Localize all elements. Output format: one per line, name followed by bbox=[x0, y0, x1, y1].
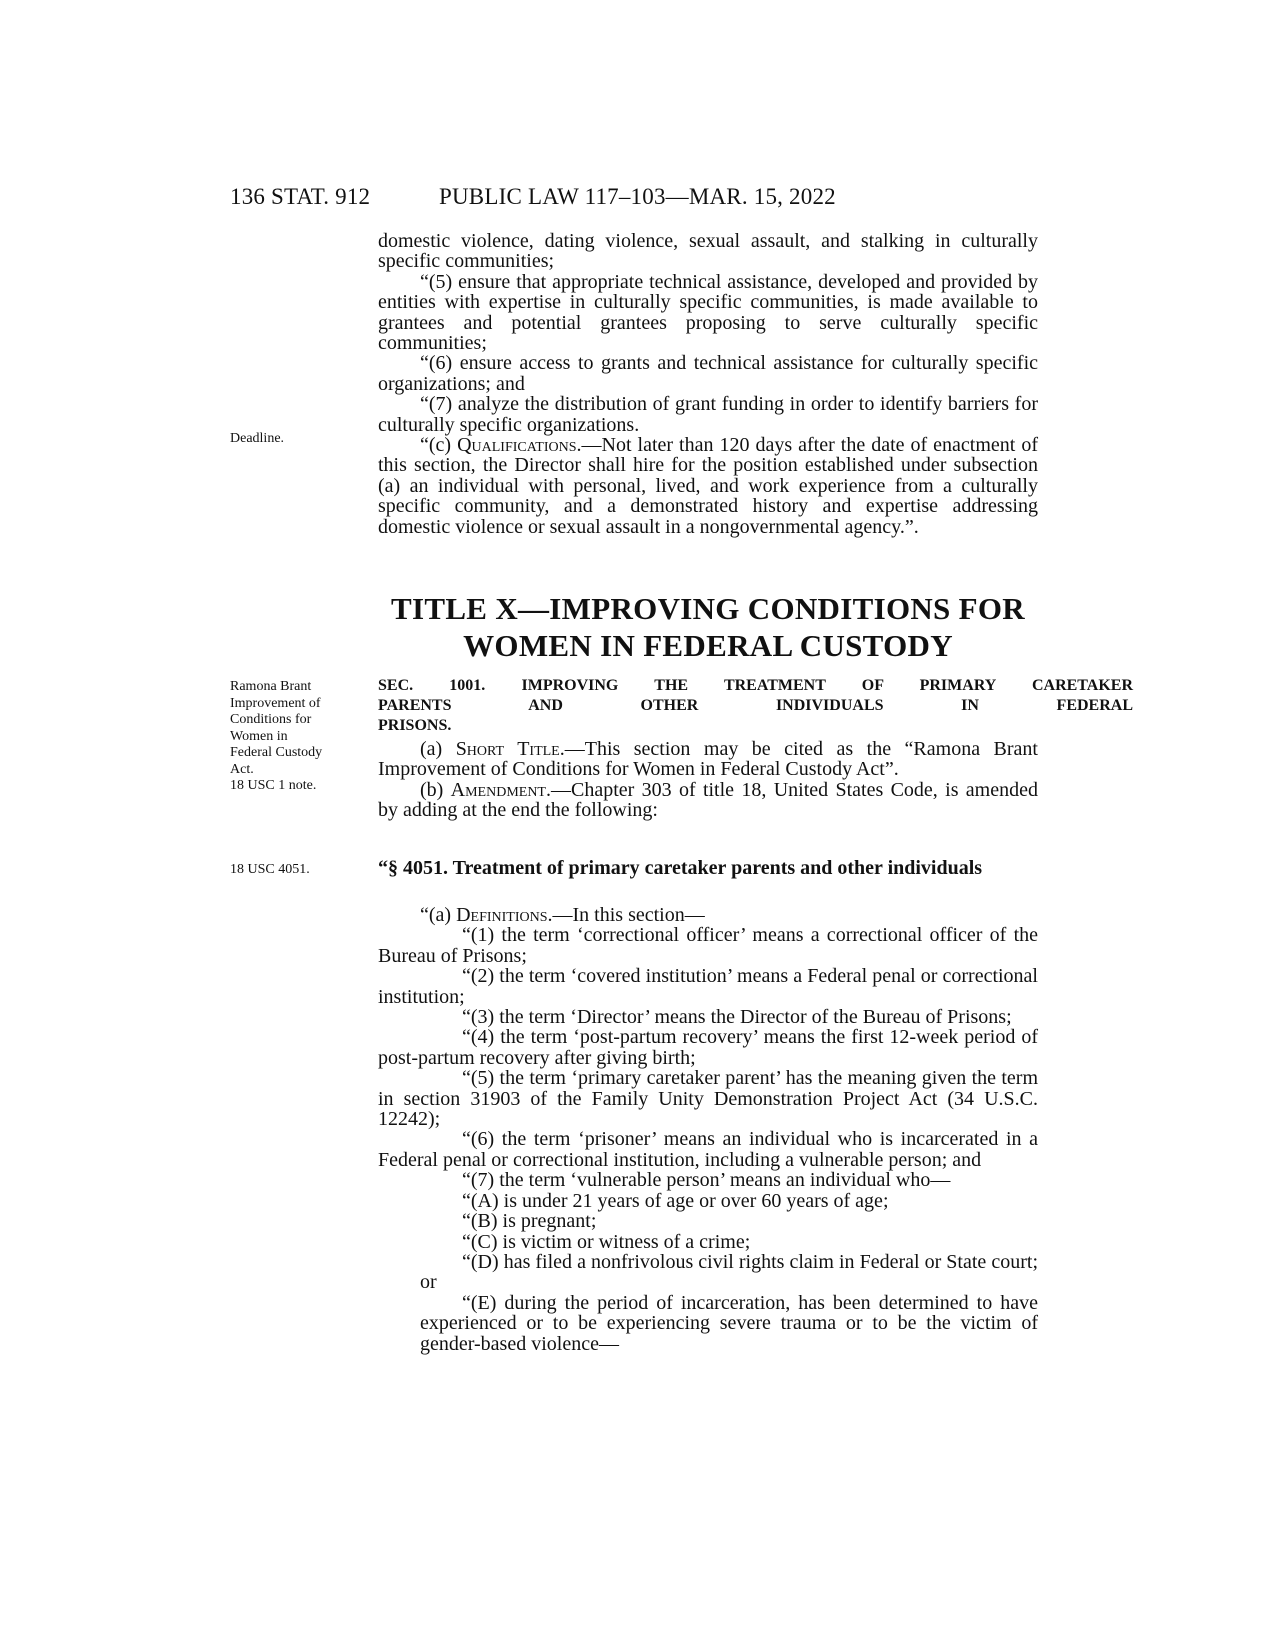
margin-note-line: Women in bbox=[230, 728, 288, 744]
subsection-c-qualifications bbox=[378, 435, 1038, 537]
margin-note-line: Ramona Brant bbox=[230, 679, 312, 694]
margin-note-usc-4051: 18 USC 4051. bbox=[230, 862, 310, 877]
subsection-a-heading: Short Title bbox=[455, 738, 560, 760]
margin-note-line: Act. bbox=[230, 761, 254, 777]
paragraph-continuation: domestic violence, dating violence, sexual assault, and stalking in culturally specific communities; bbox=[378, 230, 1038, 273]
title-line-2: WOMEN IN FEDERAL CUSTODY bbox=[463, 628, 953, 663]
definition-7-e: “(E) during the period of incarceration, has been determined to have experienced or to be experiencing severe trauma or to be the victim of gender-based violence— bbox=[420, 1291, 1038, 1355]
subsection-c-number: “(c) bbox=[420, 434, 458, 457]
definition-1: “(1) the term ‘correctional officer’ means a correctional officer of the Bureau of Prisons; bbox=[378, 924, 1038, 967]
definition-2: “(2) the term ‘covered institution’ means a Federal penal or correctional institution; bbox=[378, 965, 1038, 1008]
paragraph-5: “(5) ensure that appropriate technical assistance, developed and provided by entities with expertise in culturally specific communities, is made available to grantees and potential grantees proposing to serve culturally specific communities; bbox=[378, 270, 1038, 355]
section-heading-line-2: PARENTS AND OTHER INDIVIDUALS IN FEDERAL bbox=[378, 697, 1133, 714]
section-4051-body bbox=[378, 905, 1038, 1354]
section-1001-heading bbox=[378, 676, 1133, 736]
margin-note-line: Conditions for bbox=[230, 712, 312, 727]
paragraph-6: “(6) ensure access to grants and technical assistance for culturally specific organizations; and bbox=[378, 352, 1038, 395]
section-heading-line-1: SEC. 1001. IMPROVING THE TREATMENT OF PRIMARY CARETAKER bbox=[378, 677, 1133, 694]
definitions-text: .—In this section— bbox=[547, 904, 705, 926]
running-header: PUBLIC LAW 117–103—MAR. 15, 2022 bbox=[439, 184, 836, 209]
definition-4: “(4) the term ‘post-partum recovery’ means the first 12-week period of post-partum recovery after giving birth; bbox=[378, 1026, 1038, 1069]
definition-7-a: “(A) is under 21 years of age or over 60 years of age; bbox=[462, 1189, 889, 1212]
title-heading bbox=[378, 590, 1038, 664]
definitions-lead bbox=[378, 905, 1038, 925]
definition-7-d: “(D) has filed a nonfrivolous civil rights claim in Federal or State court; or bbox=[420, 1250, 1038, 1294]
section-1001-body bbox=[378, 739, 1038, 821]
subsection-b-number: (b) bbox=[420, 778, 451, 801]
definition-5: “(5) the term ‘primary caretaker parent’ has the meaning given the term in section 31903 of the Family Unity Demonstration Project Act (34 U.S.C. 12242); bbox=[378, 1067, 1038, 1131]
subsection-b-heading: Amendment bbox=[450, 778, 546, 801]
margin-note-deadline: Deadline. bbox=[230, 431, 285, 446]
page-reference: 136 STAT. 912 bbox=[230, 184, 371, 209]
margin-note-short-title bbox=[230, 679, 355, 795]
subsection-a-text: .—This section may be cited as the “Ramona Brant Improvement of Conditions for Women in Federal Custody Act”. bbox=[378, 738, 1038, 781]
subsection-b-amendment bbox=[378, 780, 1038, 821]
definition-7-c: “(C) is victim or witness of a crime; bbox=[462, 1230, 751, 1253]
definition-6: “(6) the term ‘prisoner’ means an individual who is incarcerated in a Federal penal or correctional institution, including a vulnerable person; and bbox=[378, 1128, 1038, 1171]
margin-note-line: 18 USC 1 note. bbox=[230, 778, 317, 793]
title-line-1: TITLE X—IMPROVING CONDITIONS FOR bbox=[391, 591, 1025, 626]
paragraph-7: “(7) analyze the distribution of grant funding in order to identify barriers for culturally specific organizations. bbox=[378, 393, 1038, 436]
subsection-c-text: .—Not later than 120 days after the date of enactment of this section, the Director shall hire for the position established under subsection (a) an individual with personal, lived, and work experience from a culturally specific community, and a demonstrated history and expertise addressing domestic violence or sexual assault in a nongovernmental agency.”. bbox=[378, 434, 1038, 538]
subsection-a-number: (a) bbox=[420, 738, 456, 760]
margin-note-line: Improvement of bbox=[230, 695, 321, 711]
definition-7: “(7) the term ‘vulnerable person’ means an individual who— bbox=[462, 1169, 951, 1192]
subsection-b-text: .—Chapter 303 of title 18, United States Code, is amended by adding at the end the following: bbox=[378, 778, 1038, 822]
subsection-c-heading: Qualifications bbox=[457, 434, 577, 457]
definition-7-b: “(B) is pregnant; bbox=[462, 1210, 597, 1233]
section-4051-heading: “§ 4051. Treatment of primary caretaker parents and other individuals bbox=[378, 857, 983, 879]
definitions-number: “(a) bbox=[420, 904, 457, 926]
subsection-a-short-title bbox=[378, 739, 1038, 780]
definitions-heading: Definitions bbox=[456, 904, 548, 926]
continued-text-block bbox=[378, 231, 1038, 537]
margin-note-line: Federal Custody bbox=[230, 745, 323, 760]
definition-3: “(3) the term ‘Director’ means the Director of the Bureau of Prisons; bbox=[462, 1006, 1012, 1029]
section-heading-line-3: PRISONS. bbox=[378, 717, 452, 734]
